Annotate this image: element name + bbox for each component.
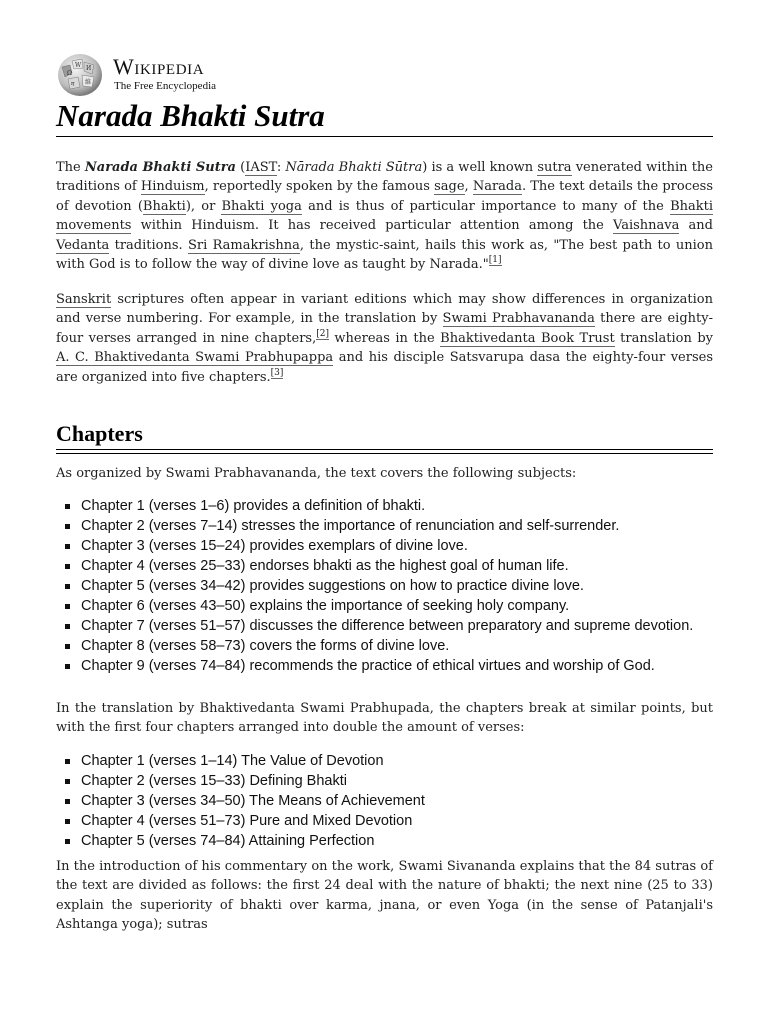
section-divider: [56, 449, 713, 454]
link-sanskrit[interactable]: Sanskrit: [56, 292, 112, 307]
svg-text:W: W: [75, 62, 82, 69]
section-heading-chapters: Chapters: [56, 421, 143, 446]
list-item: Chapter 8 (verses 58–73) covers the forms of divine love.: [56, 638, 713, 655]
prabhupada-chapter-list: [56, 753, 713, 853]
list-item: Chapter 6 (verses 43–50) explains the importance of seeking holy company.: [56, 598, 713, 615]
list-item: Chapter 2 (verses 15–33) Defining Bhakti: [56, 773, 713, 790]
article-name-bold: Narada Bhakti Sutra: [84, 160, 236, 175]
link-iast[interactable]: IAST: [245, 160, 277, 175]
editions-paragraph: Sanskrit scriptures often appear in variant editions which may show differences in organization and verse numbering. For example, in the translation by Swami Prabhavananda there are eighty-four verses arranged in nine chapters,[2] whereas in the Bhaktivedanta Book Trust translation by A. C. Bhaktivedanta Swami Prabhupappa and his disciple Satsvarupa dasa the eighty-four verses are organized into five chapters.[3]: [56, 292, 713, 385]
page-title: Narada Bhakti Sutra: [56, 98, 325, 133]
list-item: Chapter 4 (verses 51–73) Pure and Mixed Devotion: [56, 813, 713, 830]
reference-1[interactable]: [1]: [488, 255, 502, 266]
link-vaishnava[interactable]: Vaishnava: [613, 218, 680, 234]
link-bhakti-yoga[interactable]: Bhakti yoga: [221, 198, 302, 214]
wikipedia-logo[interactable]: [56, 52, 276, 98]
link-bhakti[interactable]: Bhakti: [142, 198, 186, 214]
prabhupada-intro-paragraph: In the translation by Bhaktivedanta Swami Prabhupada, the chapters break at similar points, but with the first four chapters arranged into double the amount of verses:: [56, 701, 713, 736]
chapters-intro-paragraph: As organized by Swami Prabhavananda, the text covers the following subjects:: [56, 466, 577, 481]
reference-2[interactable]: [2]: [316, 328, 329, 339]
wikipedia-globe-icon: [56, 53, 104, 97]
list-item: Chapter 3 (verses 34–50) The Means of Achievement: [56, 793, 713, 810]
link-sage[interactable]: sage: [434, 179, 465, 195]
intro-paragraph: The Narada Bhakti Sutra (IAST: Nārada Bhakti Sūtra) is a well known sutra venerated within the traditions of Hinduism, reportedly spoken by the famous sage, Narada. The text details the process of devotion (Bhakti), or Bhakti yoga and is thus of particular importance to many of the Bhakti movements within Hinduism. It has received particular attention among the Vaishnava and Vedanta traditions. Sri Ramakrishna, the mystic-saint, hails this work as, "The best path to union with God is to follow the way of divine love as taught by Narada."[1]: [56, 160, 714, 273]
link-vedanta[interactable]: Vedanta: [56, 237, 110, 253]
wikipedia-wordmark: Wikipedia: [113, 54, 205, 79]
title-divider: [56, 136, 713, 137]
wikipedia-tagline: The Free Encyclopedia: [114, 80, 217, 92]
list-item: Chapter 9 (verses 74–84) recommends the practice of ethical virtues and worship of God.: [56, 658, 713, 675]
svg-text:維: 維: [85, 79, 92, 86]
prabhavananda-chapter-list: [56, 498, 713, 678]
iast-name: Nārada Bhakti Sūtra: [285, 160, 423, 175]
svg-text:Ω: Ω: [67, 70, 72, 77]
list-item: Chapter 1 (verses 1–6) provides a definition of bhakti.: [56, 498, 713, 515]
list-item: Chapter 3 (verses 15–24) provides exemplars of divine love.: [56, 538, 713, 555]
link-swami-prabhavananda[interactable]: Swami Prabhavananda: [442, 311, 595, 327]
list-item: Chapter 2 (verses 7–14) stresses the importance of renunciation and self-surrender.: [56, 518, 713, 535]
list-item: Chapter 4 (verses 25–33) endorses bhakti as the highest goal of human life.: [56, 558, 713, 575]
svg-text:ग: ग: [71, 81, 75, 88]
svg-text:И: И: [86, 65, 92, 72]
list-item: Chapter 1 (verses 1–14) The Value of Devotion: [56, 753, 713, 770]
link-hinduism[interactable]: Hinduism: [140, 179, 205, 195]
link-sri-ramakrishna[interactable]: Sri Ramakrishna: [187, 237, 300, 253]
link-narada[interactable]: Narada: [472, 179, 522, 195]
sivananda-paragraph: In the introduction of his commentary on the work, Swami Sivananda explains that the 84 sutras of the text are divided as follows: the first 24 deal with the nature of bhakti; the next nine (25 to 33) explain the superiority of bhakti over karma, jnana, or even Yoga (in the sense of Patanjali's Ashtanga yoga); sutras: [56, 859, 713, 933]
link-bhakti-movements[interactable]: Bhakti movements: [56, 198, 713, 234]
link-sutra[interactable]: sutra: [537, 160, 572, 175]
link-bhaktivedanta-book-trust[interactable]: Bhaktivedanta Book Trust: [440, 330, 615, 346]
list-item: Chapter 5 (verses 34–42) provides suggestions on how to practice divine love.: [56, 578, 713, 595]
list-item: Chapter 7 (verses 51–57) discusses the difference between preparatory and supreme devotion.: [56, 618, 713, 635]
list-item: Chapter 5 (verses 74–84) Attaining Perfection: [56, 833, 713, 850]
reference-3[interactable]: [3]: [270, 367, 284, 378]
link-ac-bhaktivedanta[interactable]: A. C. Bhaktivedanta Swami Prabhupappa: [56, 350, 334, 366]
